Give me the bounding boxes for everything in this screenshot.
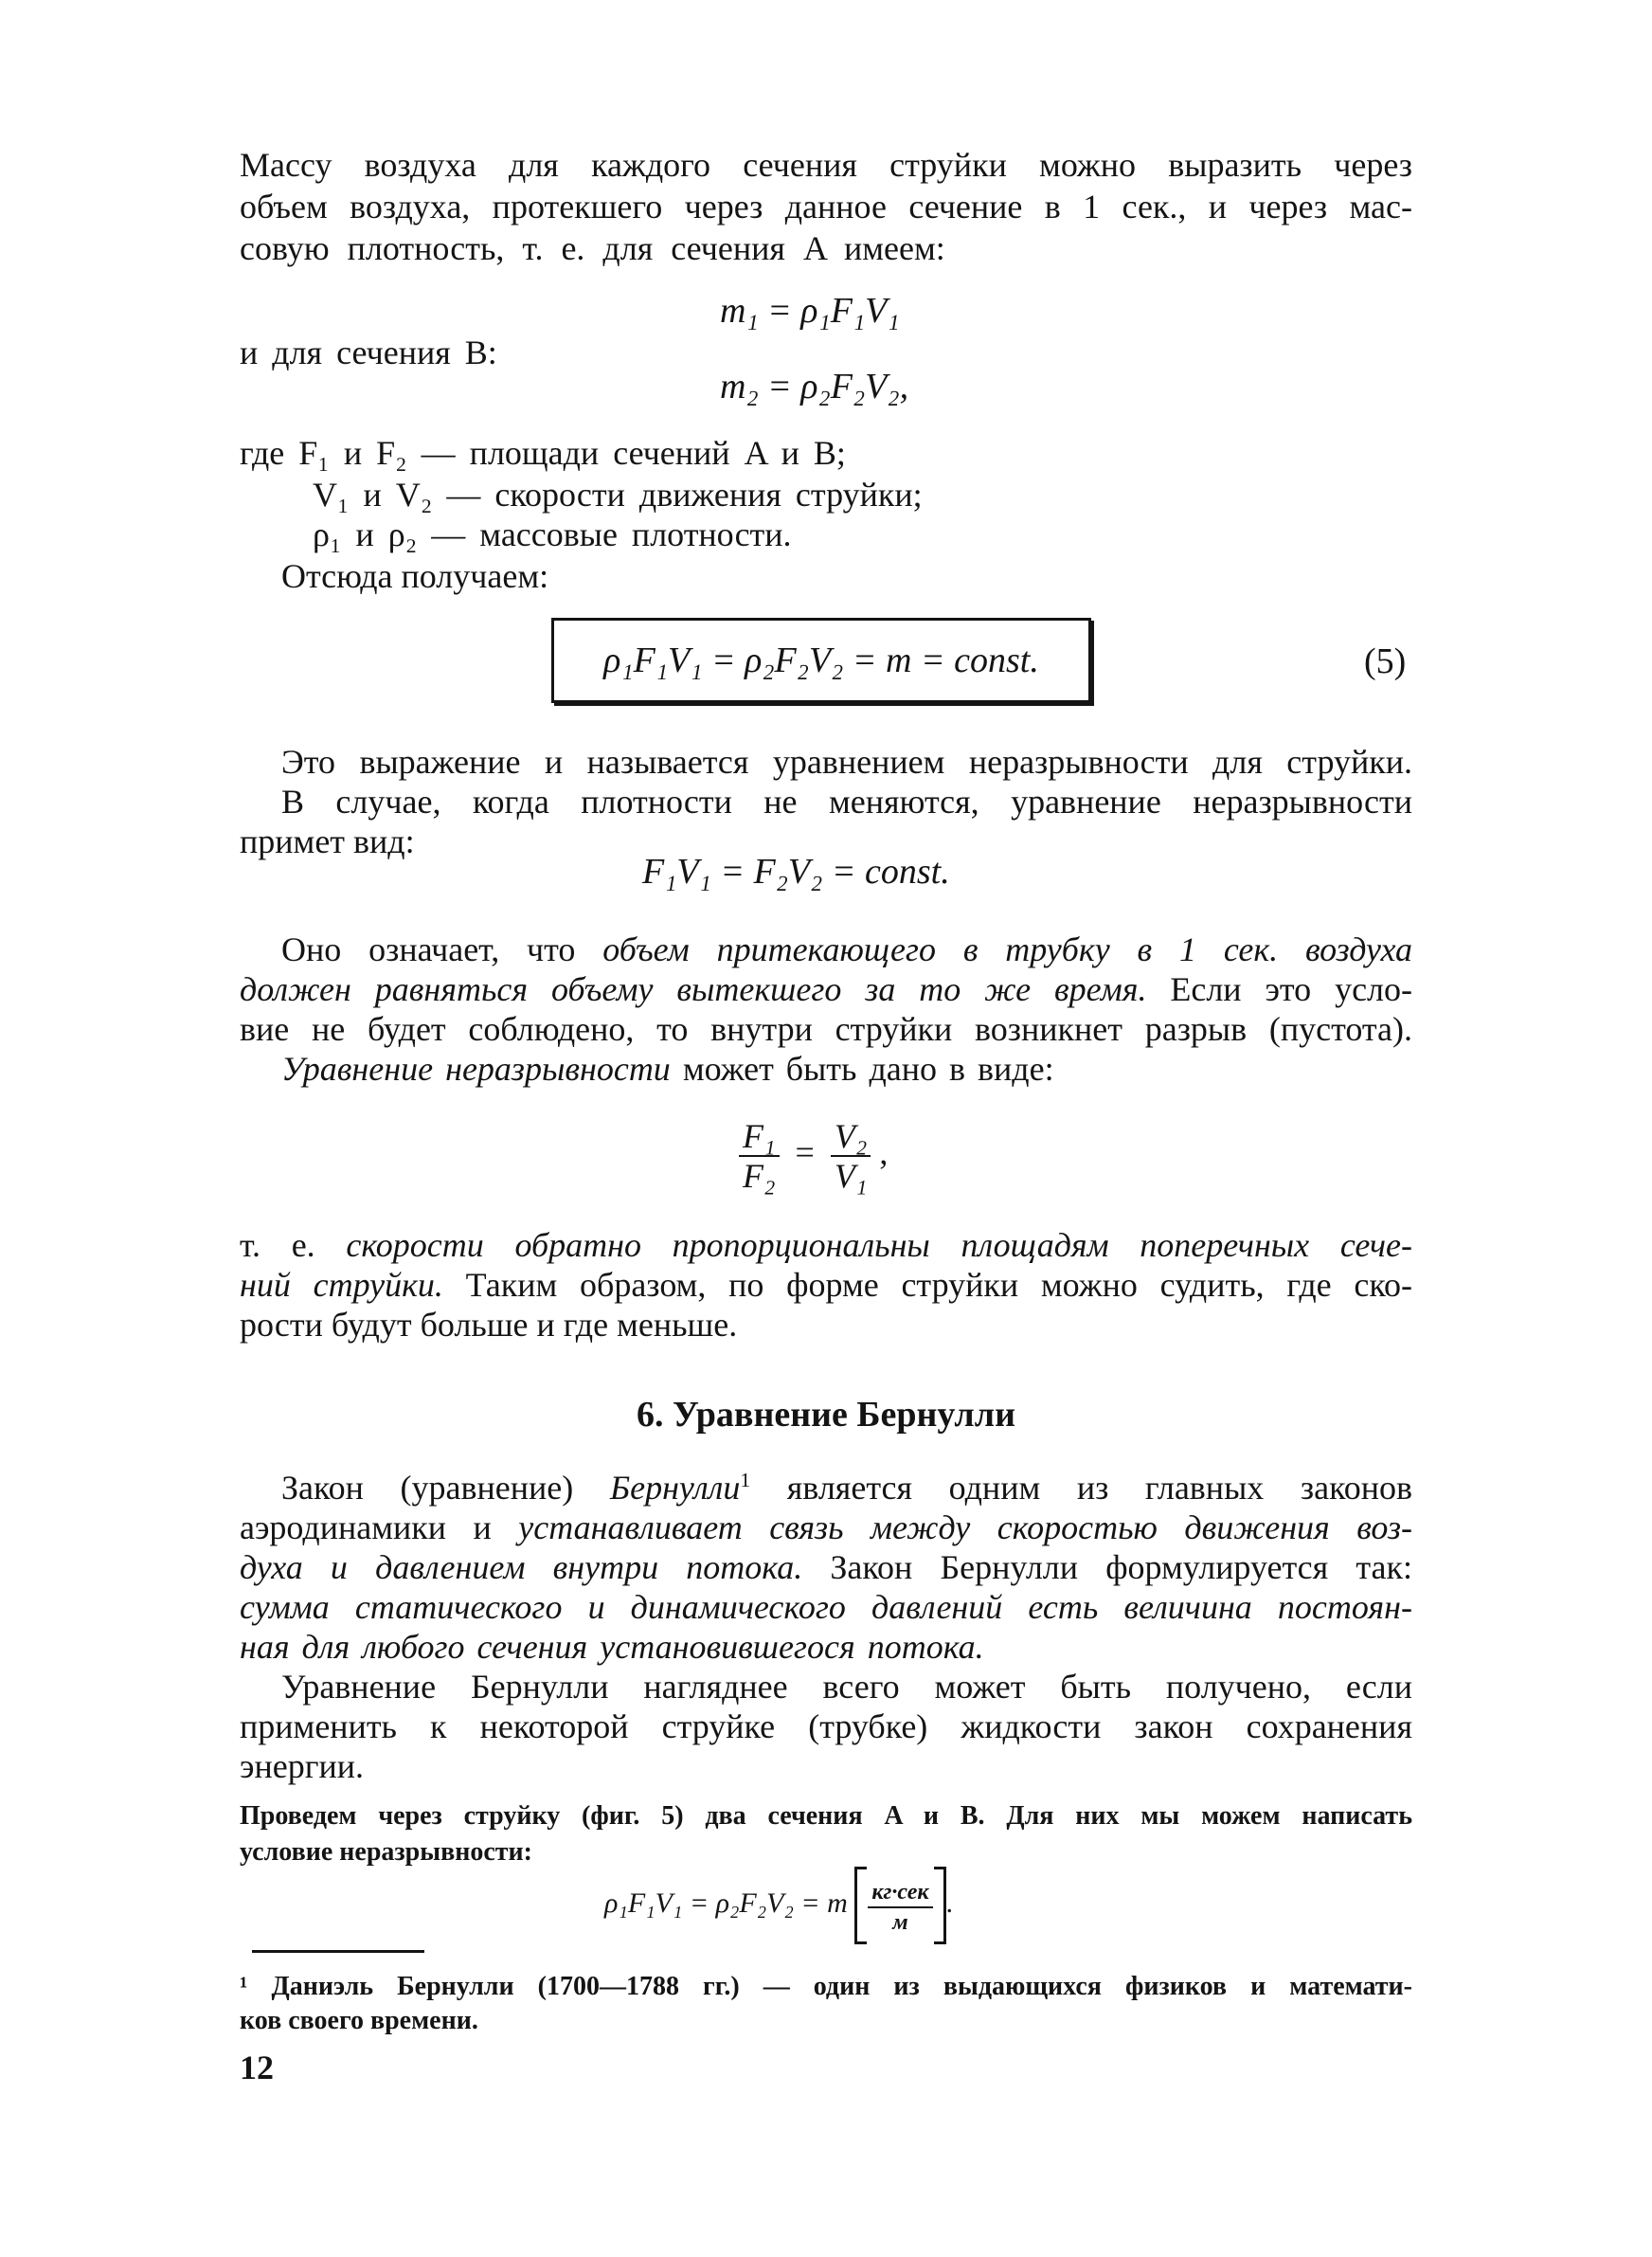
ratio-right-denominator: V₁ xyxy=(831,1155,871,1195)
paragraph-4-line-2-italic: ний струйки. xyxy=(240,1266,443,1304)
where-line-1: где F₁ и F₂ — площади сечений A и B; xyxy=(240,434,846,472)
paragraph-4-line-1 xyxy=(240,1224,1412,1266)
paragraph-3-line-1-italic: объем притекающего в трубку в 1 сек. воздуха xyxy=(602,930,1412,968)
footnote-line-1: ¹ Даниэль Бернулли (1700—1788 гг.) — один из выдающихся физиков и математи- xyxy=(240,1972,1412,2001)
section-b-label: и для сечения B: xyxy=(240,334,497,371)
paragraph-5-line-3-italic: духа и давлением внутри потока. xyxy=(240,1548,803,1586)
paragraph-2-line-3: примет вид: xyxy=(240,822,415,860)
paragraph-6-line-3: энергии. xyxy=(240,1747,364,1785)
paragraph-5-line-3-plain: Закон Бернулли формулируется так: xyxy=(802,1548,1412,1586)
paragraph-3-line-1-plain: Оно означает, что xyxy=(281,930,603,968)
hence-label: Отсюда получаем: xyxy=(281,557,549,595)
paragraph-5-line-1-italic: Бернулли xyxy=(609,1469,741,1507)
small-formula-lhs: ρ₁F₁V₁ = ρ₂F₂V₂ = m xyxy=(604,1887,848,1919)
boxed-equation: ρ₁F₁V₁ = ρ₂F₂V₂ = m = const. xyxy=(603,641,1039,680)
paragraph-3-line-2 xyxy=(240,968,1412,1010)
ratio-left-denominator: F₂ xyxy=(739,1155,780,1195)
equation-number: (5) xyxy=(1364,641,1407,681)
page-number: 12 xyxy=(240,2049,274,2086)
paragraph-4-line-3: рости будут больше и где меньше. xyxy=(240,1306,738,1344)
ratio-right-fraction xyxy=(831,1117,871,1195)
small-formula-trail: . xyxy=(945,1887,954,1919)
small-paragraph-line-2: условие неразрывности: xyxy=(240,1837,532,1867)
footnote-rule xyxy=(252,1950,424,1953)
formula-m2: m₂ = ρ₂F₂V₂, xyxy=(720,367,909,406)
paragraph-3-line-2-italic: должен равняться объему вытекшего за то же время. xyxy=(240,970,1147,1008)
where-line-3: ρ₁ и ρ₂ — массовые плотности. xyxy=(313,515,792,553)
ratio-equals: = xyxy=(795,1133,815,1171)
paragraph-4-line-2 xyxy=(240,1264,1412,1306)
paragraph-4-line-1-plain: т. е. xyxy=(240,1226,347,1264)
ratio-right-numerator: V₂ xyxy=(834,1116,868,1155)
ratio-left-numerator: F₁ xyxy=(743,1116,776,1155)
ratio-left-fraction xyxy=(739,1117,780,1195)
small-formula xyxy=(604,1869,953,1941)
unit-fraction xyxy=(868,1878,932,1937)
section-heading: 6. Уравнение Бернулли xyxy=(637,1395,1015,1435)
paragraph-3-line-1 xyxy=(281,929,1412,970)
paragraph-3-line-4 xyxy=(281,1048,1054,1090)
paragraph-3-line-2-plain: Если это усло- xyxy=(1146,970,1413,1008)
unit-brackets xyxy=(854,1870,945,1941)
paragraph-5-line-2 xyxy=(240,1507,1412,1548)
paragraph-1-line-1: Массу воздуха для каждого сечения струйки можно выразить через xyxy=(240,146,1412,184)
paragraph-6-line-2: применить к некоторой струйке (трубке) жидкости закон сохранения xyxy=(240,1707,1412,1745)
formula-m1: m₁ = ρ₁F₁V₁ xyxy=(720,291,900,331)
paragraph-3-line-4-plain: может быть дано в виде: xyxy=(670,1050,1054,1088)
paragraph-5-line-3 xyxy=(240,1546,1412,1588)
paragraph-3-line-3: вие не будет соблюдено, то внутри струйки возникнет разрыв (пустота). xyxy=(240,1010,1412,1048)
paragraph-5-line-1-plain-a: Закон (уравнение) xyxy=(281,1469,610,1507)
paragraph-5-line-1-plain-b: является одним из главных законов xyxy=(750,1469,1412,1507)
paragraph-5-line-4: сумма статического и динамического давлений есть величина постоян- xyxy=(240,1588,1412,1626)
paragraph-3-line-4-italic: Уравнение неразрывности xyxy=(281,1050,671,1088)
paragraph-6-line-1: Уравнение Бернулли нагляднее всего может быть получено, если xyxy=(281,1668,1412,1706)
unit-numerator: кг·сек xyxy=(871,1880,929,1905)
where-line-2: V₁ и V₂ — скорости движения струйки; xyxy=(313,476,923,514)
small-paragraph-line-1: Проведем через струйку (фиг. 5) два сечения A и B. Для них мы можем написать xyxy=(240,1801,1412,1831)
ratio-trail: , xyxy=(879,1133,889,1171)
formula-const: F₁V₁ = F₂V₂ = const. xyxy=(642,852,950,892)
paragraph-5-line-5: ная для любого сечения установившегося потока. xyxy=(240,1628,984,1666)
paragraph-1-line-2: объем воздуха, протекшего через данное сечение в 1 сек., и через мас- xyxy=(240,188,1412,226)
footnote-marker: 1 xyxy=(740,1469,751,1492)
paragraph-2-line-1: Это выражение и называется уравнением неразрывности для струйки. xyxy=(281,743,1412,781)
footnote-line-2: ков своего времени. xyxy=(240,2006,478,2035)
paragraph-5-line-2-italic: устанавливает связь между скоростью движения воз- xyxy=(518,1508,1412,1546)
paragraph-1-line-3: совую плотность, т. е. для сечения A имеем: xyxy=(240,229,945,267)
paragraph-5-line-1 xyxy=(281,1467,1412,1508)
paragraph-5-line-2-plain: аэродинамики и xyxy=(240,1508,519,1546)
paragraph-4-line-1-italic: скорости обратно пропорциональны площадям поперечных сече- xyxy=(346,1226,1412,1264)
unit-denominator: м xyxy=(868,1906,932,1937)
boxed-equation-frame xyxy=(551,618,1091,703)
paragraph-2-line-2: В случае, когда плотности не меняются, уравнение неразрывности xyxy=(281,783,1412,821)
ratio-formula xyxy=(739,1114,888,1195)
paragraph-4-line-2-plain: Таким образом, по форме струйки можно судить, где ско- xyxy=(442,1266,1412,1304)
